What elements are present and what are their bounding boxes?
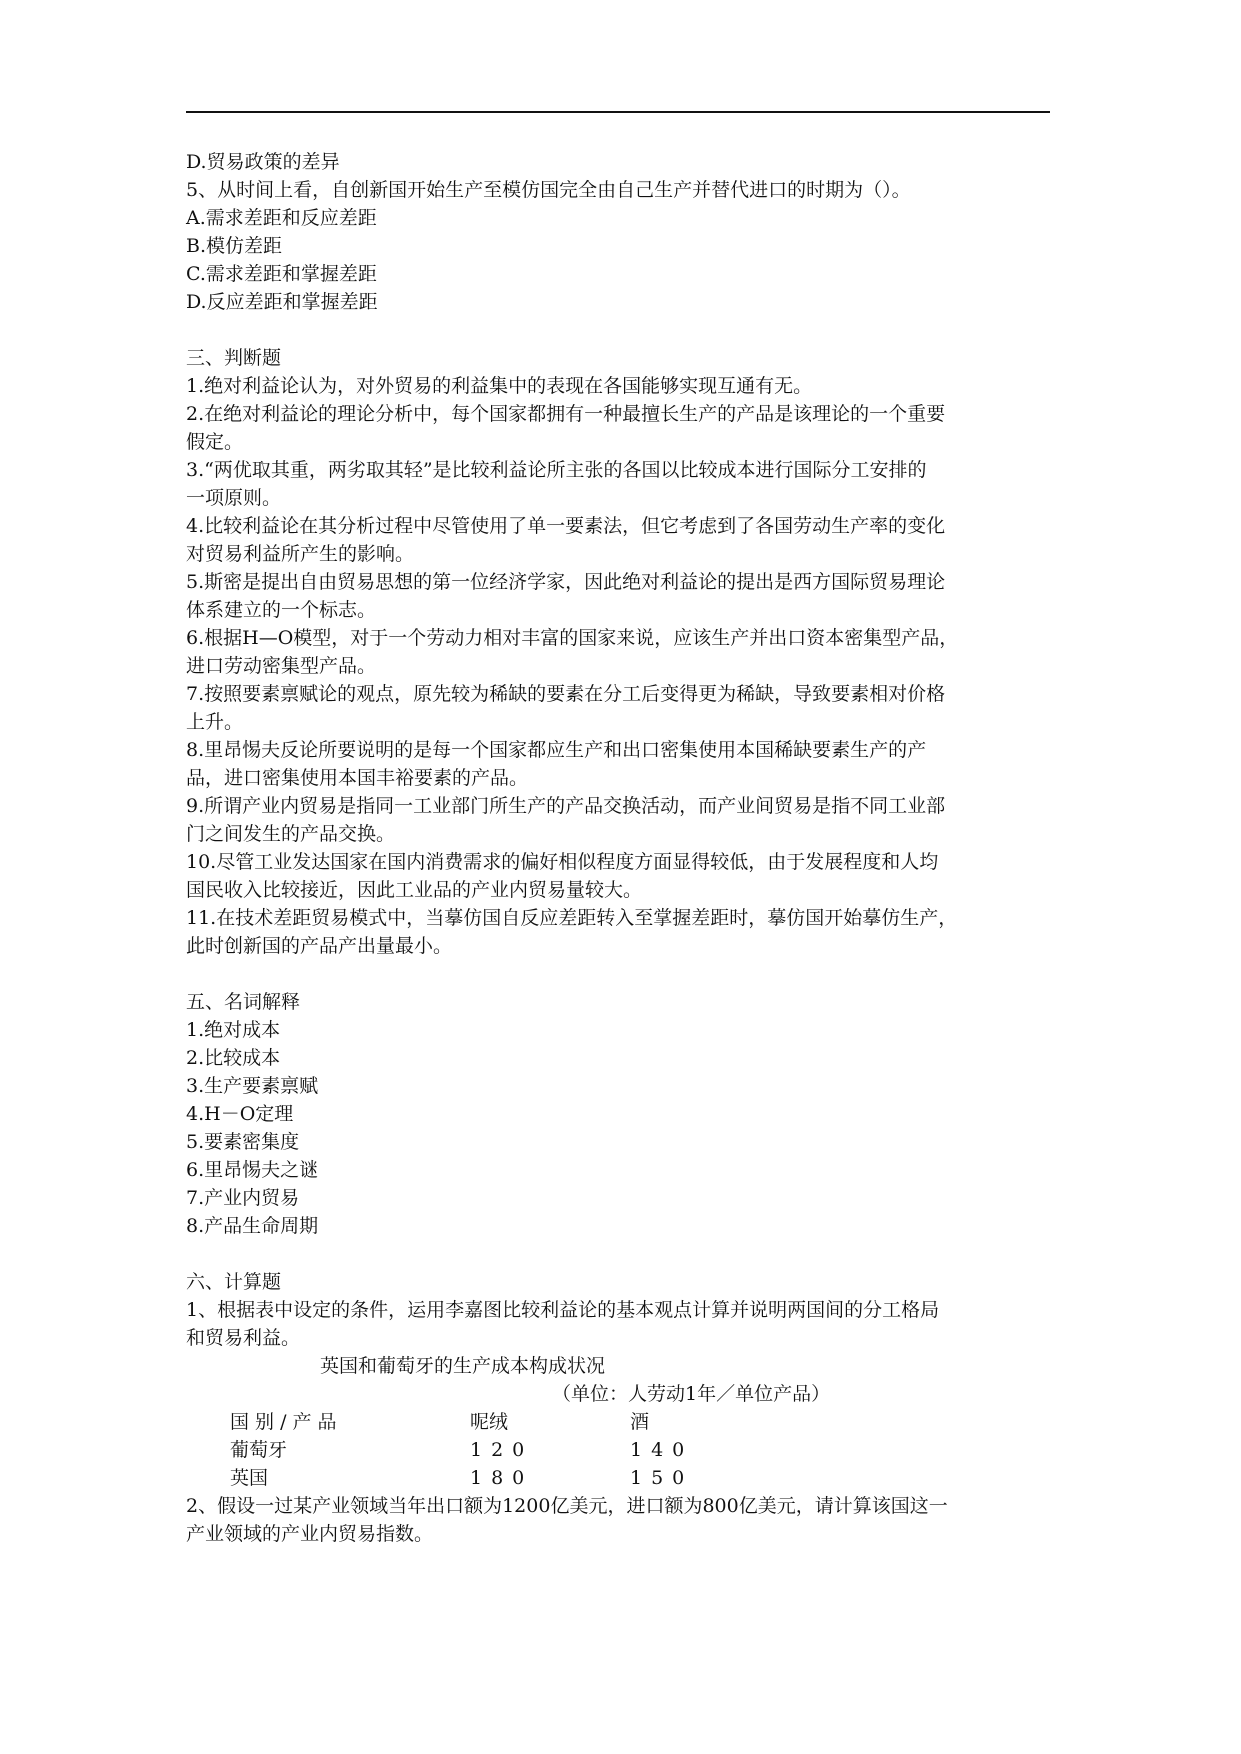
judgement-item-10-line-2: 国民收入比较接近，因此工业品的产业内贸易量较大。 bbox=[186, 879, 643, 901]
q5-option-b: B.模仿差距 bbox=[186, 235, 283, 257]
row-country-england: 英国 bbox=[230, 1467, 269, 1489]
header-rule bbox=[186, 111, 1050, 113]
calc-question-2-line-1: 2、假设一过某产业领域当年出口额为1200亿美元，进口额为800亿美元，请计算该国这一 bbox=[186, 1495, 948, 1517]
term-item-3: 3.生产要素禀赋 bbox=[186, 1075, 319, 1097]
header-wine: 酒 bbox=[630, 1411, 650, 1433]
england-cloth-cost: 180 bbox=[470, 1467, 534, 1489]
table-row bbox=[186, 1436, 1050, 1464]
calc-question-1-line-1: 1、根据表中设定的条件，运用李嘉图比较利益论的基本观点计算并说明两国间的分工格局 bbox=[186, 1299, 940, 1321]
section-heading-judgement: 三、判断题 bbox=[186, 347, 282, 369]
cost-table-title: 英国和葡萄牙的生产成本构成状况 bbox=[320, 1355, 606, 1377]
judgement-item-11-line-2: 此时创新国的产品产出量最小。 bbox=[186, 935, 453, 957]
judgement-item-2-line-1: 2.在绝对利益论的理论分析中，每个国家都拥有一种最擅长生产的产品是该理论的一个重要 bbox=[186, 403, 946, 425]
cost-table-unit: （单位：人劳动1年／单位产品） bbox=[552, 1383, 831, 1405]
judgement-item-7-line-1: 7.按照要素禀赋论的观点，原先较为稀缺的要素在分工后变得更为稀缺，导致要素相对价格 bbox=[186, 683, 946, 705]
term-item-7: 7.产业内贸易 bbox=[186, 1187, 300, 1209]
judgement-item-8-line-2: 品，进口密集使用本国丰裕要素的产品。 bbox=[186, 767, 529, 789]
term-item-8: 8.产品生命周期 bbox=[186, 1215, 319, 1237]
spacer bbox=[186, 960, 1050, 988]
judgement-item-10-line-1: 10.尽管工业发达国家在国内消费需求的偏好相似程度方面显得较低，由于发展程度和人均 bbox=[186, 851, 939, 873]
cost-table-header bbox=[186, 1408, 1050, 1436]
row-country-portugal: 葡萄牙 bbox=[230, 1439, 288, 1461]
term-item-1: 1.绝对成本 bbox=[186, 1019, 281, 1041]
judgement-item-4-line-1: 4.比较利益论在其分析过程中尽管使用了单一要素法，但它考虑到了各国劳动生产率的变化 bbox=[186, 515, 946, 537]
judgement-item-9-line-1: 9.所谓产业内贸易是指同一工业部门所生产的产品交换活动，而产业间贸易是指不同工业部 bbox=[186, 795, 946, 817]
judgement-item-11-line-1: 11.在技术差距贸易模式中，当摹仿国自反应差距转入至掌握差距时，摹仿国开始摹仿生产， bbox=[186, 907, 958, 929]
judgement-item-8-line-1: 8.里昂惕夫反论所要说明的是每一个国家都应生产和出口密集使用本国稀缺要素生产的产 bbox=[186, 739, 927, 761]
judgement-item-3-line-1: 3.“两优取其重，两劣取其轻”是比较利益论所主张的各国以比较成本进行国际分工安排的 bbox=[186, 459, 927, 481]
question-5: 5、从时间上看，自创新国开始生产至模仿国完全由自己生产并替代进口的时期为（）。 bbox=[186, 179, 911, 201]
section-heading-terms: 五、名词解释 bbox=[186, 991, 301, 1013]
judgement-item-6-line-1: 6.根据H—O模型，对于一个劳动力相对丰富的国家来说，应该生产并出口资本密集型产品， bbox=[186, 627, 959, 649]
q5-option-a: A.需求差距和反应差距 bbox=[186, 207, 377, 229]
portugal-cloth-cost: 120 bbox=[470, 1439, 534, 1461]
header-country-product: 国 别 / 产 品 bbox=[230, 1411, 337, 1433]
table-row bbox=[186, 1464, 1050, 1492]
spacer bbox=[186, 1240, 1050, 1268]
judgement-item-5-line-1: 5.斯密是提出自由贸易思想的第一位经济学家，因此绝对利益论的提出是西方国际贸易理论 bbox=[186, 571, 946, 593]
calc-question-1-line-2: 和贸易利益。 bbox=[186, 1327, 301, 1349]
term-item-2: 2.比较成本 bbox=[186, 1047, 281, 1069]
judgement-item-6-line-2: 进口劳动密集型产品。 bbox=[186, 655, 377, 677]
term-item-4: 4.H－O定理 bbox=[186, 1103, 294, 1125]
cost-table-unit-row bbox=[186, 1380, 1050, 1408]
england-wine-cost: 150 bbox=[630, 1467, 694, 1489]
judgement-item-9-line-2: 门之间发生的产品交换。 bbox=[186, 823, 396, 845]
term-item-5: 5.要素密集度 bbox=[186, 1131, 300, 1153]
judgement-item-7-line-2: 上升。 bbox=[186, 711, 244, 733]
judgement-item-2-line-2: 假定。 bbox=[186, 431, 244, 453]
q5-option-c: C.需求差距和掌握差距 bbox=[186, 263, 377, 285]
portugal-wine-cost: 140 bbox=[630, 1439, 694, 1461]
cost-table-title-row bbox=[186, 1352, 1050, 1380]
calc-question-2-line-2: 产业领域的产业内贸易指数。 bbox=[186, 1523, 434, 1545]
page-content bbox=[186, 148, 1050, 1548]
judgement-item-1: 1.绝对利益论认为，对外贸易的利益集中的表现在各国能够实现互通有无。 bbox=[186, 375, 813, 397]
spacer bbox=[186, 316, 1050, 344]
judgement-item-5-line-2: 体系建立的一个标志。 bbox=[186, 599, 377, 621]
header-woolen-cloth: 呢绒 bbox=[470, 1411, 509, 1433]
judgement-item-3-line-2: 一项原则。 bbox=[186, 487, 282, 509]
q5-option-d: D.反应差距和掌握差距 bbox=[186, 291, 378, 313]
option-d-line: D.贸易政策的差异 bbox=[186, 151, 340, 173]
section-heading-calculation: 六、计算题 bbox=[186, 1271, 282, 1293]
judgement-item-4-line-2: 对贸易利益所产生的影响。 bbox=[186, 543, 415, 565]
term-item-6: 6.里昂惕夫之谜 bbox=[186, 1159, 319, 1181]
